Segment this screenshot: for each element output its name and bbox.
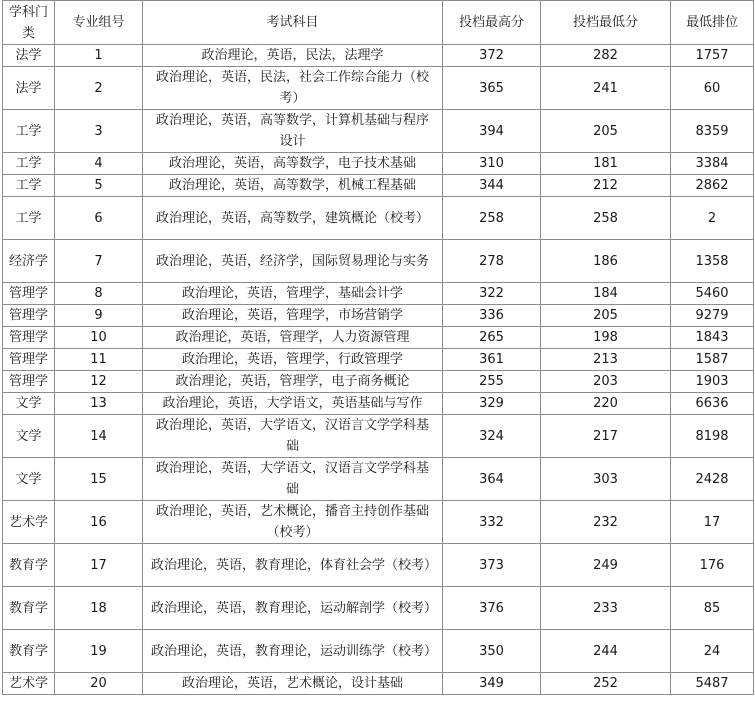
cell-category: 管理学 bbox=[3, 305, 55, 327]
cell-min-rank: 60 bbox=[671, 67, 754, 110]
cell-subjects: 政治理论，英语，大学语文，汉语言文学学科基础 bbox=[143, 415, 443, 458]
cell-min-rank: 85 bbox=[671, 587, 754, 630]
header-min-rank: 最低排位 bbox=[671, 1, 754, 45]
cell-group: 8 bbox=[55, 283, 143, 305]
cell-min-rank: 17 bbox=[671, 501, 754, 544]
cell-subjects: 政治理论，英语，大学语文，汉语言文学学科基础 bbox=[143, 458, 443, 501]
cell-subjects: 政治理论，英语，艺术概论，播音主持创作基础（校考） bbox=[143, 501, 443, 544]
cell-group: 7 bbox=[55, 240, 143, 283]
cell-subjects: 政治理论，英语，大学语文，英语基础与写作 bbox=[143, 393, 443, 415]
cell-min-score: 282 bbox=[541, 45, 671, 67]
cell-category: 法学 bbox=[3, 45, 55, 67]
cell-group: 18 bbox=[55, 587, 143, 630]
cell-min-score: 232 bbox=[541, 501, 671, 544]
cell-min-score: 181 bbox=[541, 153, 671, 175]
header-subjects: 考试科目 bbox=[143, 1, 443, 45]
cell-category: 管理学 bbox=[3, 327, 55, 349]
cell-group: 3 bbox=[55, 110, 143, 153]
cell-min-rank: 24 bbox=[671, 630, 754, 673]
cell-min-score: 205 bbox=[541, 305, 671, 327]
cell-max-score: 324 bbox=[443, 415, 541, 458]
cell-max-score: 349 bbox=[443, 673, 541, 695]
cell-group: 2 bbox=[55, 67, 143, 110]
cell-subjects: 政治理论，英语，艺术概论，设计基础 bbox=[143, 673, 443, 695]
cell-group: 11 bbox=[55, 349, 143, 371]
cell-max-score: 373 bbox=[443, 544, 541, 587]
header-category: 学科门类 bbox=[3, 1, 55, 45]
cell-category: 工学 bbox=[3, 153, 55, 175]
table-row bbox=[3, 197, 754, 240]
table-row bbox=[3, 501, 754, 544]
table-row bbox=[3, 327, 754, 349]
table-row bbox=[3, 371, 754, 393]
table-body bbox=[3, 45, 754, 695]
cell-group: 19 bbox=[55, 630, 143, 673]
cell-subjects: 政治理论，英语，教育理论，体育社会学（校考） bbox=[143, 544, 443, 587]
cell-min-rank: 1757 bbox=[671, 45, 754, 67]
table-row bbox=[3, 630, 754, 673]
cell-category: 工学 bbox=[3, 197, 55, 240]
cell-group: 9 bbox=[55, 305, 143, 327]
cell-subjects: 政治理论，英语，管理学，市场营销学 bbox=[143, 305, 443, 327]
cell-category: 艺术学 bbox=[3, 501, 55, 544]
cell-min-score: 198 bbox=[541, 327, 671, 349]
table-row bbox=[3, 673, 754, 695]
cell-min-rank: 2 bbox=[671, 197, 754, 240]
cell-max-score: 361 bbox=[443, 349, 541, 371]
cell-subjects: 政治理论，英语，教育理论，运动解剖学（校考） bbox=[143, 587, 443, 630]
cell-category: 经济学 bbox=[3, 240, 55, 283]
cell-category: 管理学 bbox=[3, 371, 55, 393]
cell-category: 法学 bbox=[3, 67, 55, 110]
cell-max-score: 394 bbox=[443, 110, 541, 153]
cell-max-score: 329 bbox=[443, 393, 541, 415]
cell-max-score: 332 bbox=[443, 501, 541, 544]
cell-group: 12 bbox=[55, 371, 143, 393]
table-row bbox=[3, 587, 754, 630]
cell-category: 文学 bbox=[3, 458, 55, 501]
header-group: 专业组号 bbox=[55, 1, 143, 45]
cell-min-rank: 2428 bbox=[671, 458, 754, 501]
cell-min-score: 205 bbox=[541, 110, 671, 153]
cell-min-score: 258 bbox=[541, 197, 671, 240]
table-row bbox=[3, 305, 754, 327]
table-row bbox=[3, 458, 754, 501]
cell-max-score: 258 bbox=[443, 197, 541, 240]
table-row bbox=[3, 393, 754, 415]
cell-subjects: 政治理论，英语，管理学，行政管理学 bbox=[143, 349, 443, 371]
cell-group: 17 bbox=[55, 544, 143, 587]
cell-max-score: 255 bbox=[443, 371, 541, 393]
cell-max-score: 322 bbox=[443, 283, 541, 305]
table-row bbox=[3, 110, 754, 153]
cell-min-rank: 5487 bbox=[671, 673, 754, 695]
cell-max-score: 278 bbox=[443, 240, 541, 283]
cell-group: 4 bbox=[55, 153, 143, 175]
cell-subjects: 政治理论，英语，高等数学，建筑概论（校考） bbox=[143, 197, 443, 240]
cell-max-score: 364 bbox=[443, 458, 541, 501]
header-row bbox=[3, 1, 754, 45]
cell-category: 艺术学 bbox=[3, 673, 55, 695]
table-row bbox=[3, 240, 754, 283]
admission-score-table bbox=[2, 0, 754, 695]
table-row bbox=[3, 349, 754, 371]
cell-group: 10 bbox=[55, 327, 143, 349]
cell-category: 教育学 bbox=[3, 587, 55, 630]
cell-category: 教育学 bbox=[3, 630, 55, 673]
table-row bbox=[3, 415, 754, 458]
cell-min-rank: 9279 bbox=[671, 305, 754, 327]
cell-group: 15 bbox=[55, 458, 143, 501]
cell-subjects: 政治理论，英语，高等数学，机械工程基础 bbox=[143, 175, 443, 197]
cell-min-rank: 2862 bbox=[671, 175, 754, 197]
cell-min-score: 233 bbox=[541, 587, 671, 630]
table-row bbox=[3, 175, 754, 197]
cell-max-score: 365 bbox=[443, 67, 541, 110]
cell-subjects: 政治理论，英语，高等数学，计算机基础与程序设计 bbox=[143, 110, 443, 153]
cell-group: 1 bbox=[55, 45, 143, 67]
cell-min-score: 220 bbox=[541, 393, 671, 415]
cell-max-score: 336 bbox=[443, 305, 541, 327]
cell-group: 16 bbox=[55, 501, 143, 544]
cell-category: 工学 bbox=[3, 175, 55, 197]
cell-group: 13 bbox=[55, 393, 143, 415]
cell-max-score: 344 bbox=[443, 175, 541, 197]
cell-min-score: 217 bbox=[541, 415, 671, 458]
cell-subjects: 政治理论，英语，管理学，人力资源管理 bbox=[143, 327, 443, 349]
cell-max-score: 350 bbox=[443, 630, 541, 673]
cell-category: 教育学 bbox=[3, 544, 55, 587]
cell-min-rank: 8198 bbox=[671, 415, 754, 458]
cell-group: 5 bbox=[55, 175, 143, 197]
cell-max-score: 376 bbox=[443, 587, 541, 630]
cell-min-rank: 5460 bbox=[671, 283, 754, 305]
cell-subjects: 政治理论，英语，管理学，电子商务概论 bbox=[143, 371, 443, 393]
cell-min-rank: 1843 bbox=[671, 327, 754, 349]
cell-min-rank: 8359 bbox=[671, 110, 754, 153]
cell-subjects: 政治理论，英语，民法，法理学 bbox=[143, 45, 443, 67]
cell-category: 文学 bbox=[3, 415, 55, 458]
header-max-score: 投档最高分 bbox=[443, 1, 541, 45]
cell-min-score: 241 bbox=[541, 67, 671, 110]
table-row bbox=[3, 45, 754, 67]
cell-subjects: 政治理论，英语，经济学，国际贸易理论与实务 bbox=[143, 240, 443, 283]
cell-min-rank: 1358 bbox=[671, 240, 754, 283]
header-min-score: 投档最低分 bbox=[541, 1, 671, 45]
cell-max-score: 265 bbox=[443, 327, 541, 349]
cell-min-rank: 1587 bbox=[671, 349, 754, 371]
cell-category: 工学 bbox=[3, 110, 55, 153]
cell-min-score: 213 bbox=[541, 349, 671, 371]
cell-category: 管理学 bbox=[3, 349, 55, 371]
cell-min-score: 249 bbox=[541, 544, 671, 587]
cell-min-rank: 3384 bbox=[671, 153, 754, 175]
cell-min-rank: 1903 bbox=[671, 371, 754, 393]
cell-max-score: 310 bbox=[443, 153, 541, 175]
cell-group: 6 bbox=[55, 197, 143, 240]
cell-subjects: 政治理论，英语，民法，社会工作综合能力（校考） bbox=[143, 67, 443, 110]
table-row bbox=[3, 153, 754, 175]
cell-subjects: 政治理论，英语，教育理论，运动训练学（校考） bbox=[143, 630, 443, 673]
cell-max-score: 372 bbox=[443, 45, 541, 67]
cell-category: 文学 bbox=[3, 393, 55, 415]
cell-group: 20 bbox=[55, 673, 143, 695]
cell-category: 管理学 bbox=[3, 283, 55, 305]
table-row bbox=[3, 67, 754, 110]
cell-min-score: 186 bbox=[541, 240, 671, 283]
cell-min-rank: 176 bbox=[671, 544, 754, 587]
table-row bbox=[3, 544, 754, 587]
cell-subjects: 政治理论，英语，管理学，基础会计学 bbox=[143, 283, 443, 305]
cell-group: 14 bbox=[55, 415, 143, 458]
cell-min-score: 252 bbox=[541, 673, 671, 695]
cell-subjects: 政治理论，英语，高等数学，电子技术基础 bbox=[143, 153, 443, 175]
cell-min-score: 244 bbox=[541, 630, 671, 673]
cell-min-rank: 6636 bbox=[671, 393, 754, 415]
cell-min-score: 184 bbox=[541, 283, 671, 305]
table-row bbox=[3, 283, 754, 305]
cell-min-score: 212 bbox=[541, 175, 671, 197]
cell-min-score: 203 bbox=[541, 371, 671, 393]
cell-min-score: 303 bbox=[541, 458, 671, 501]
